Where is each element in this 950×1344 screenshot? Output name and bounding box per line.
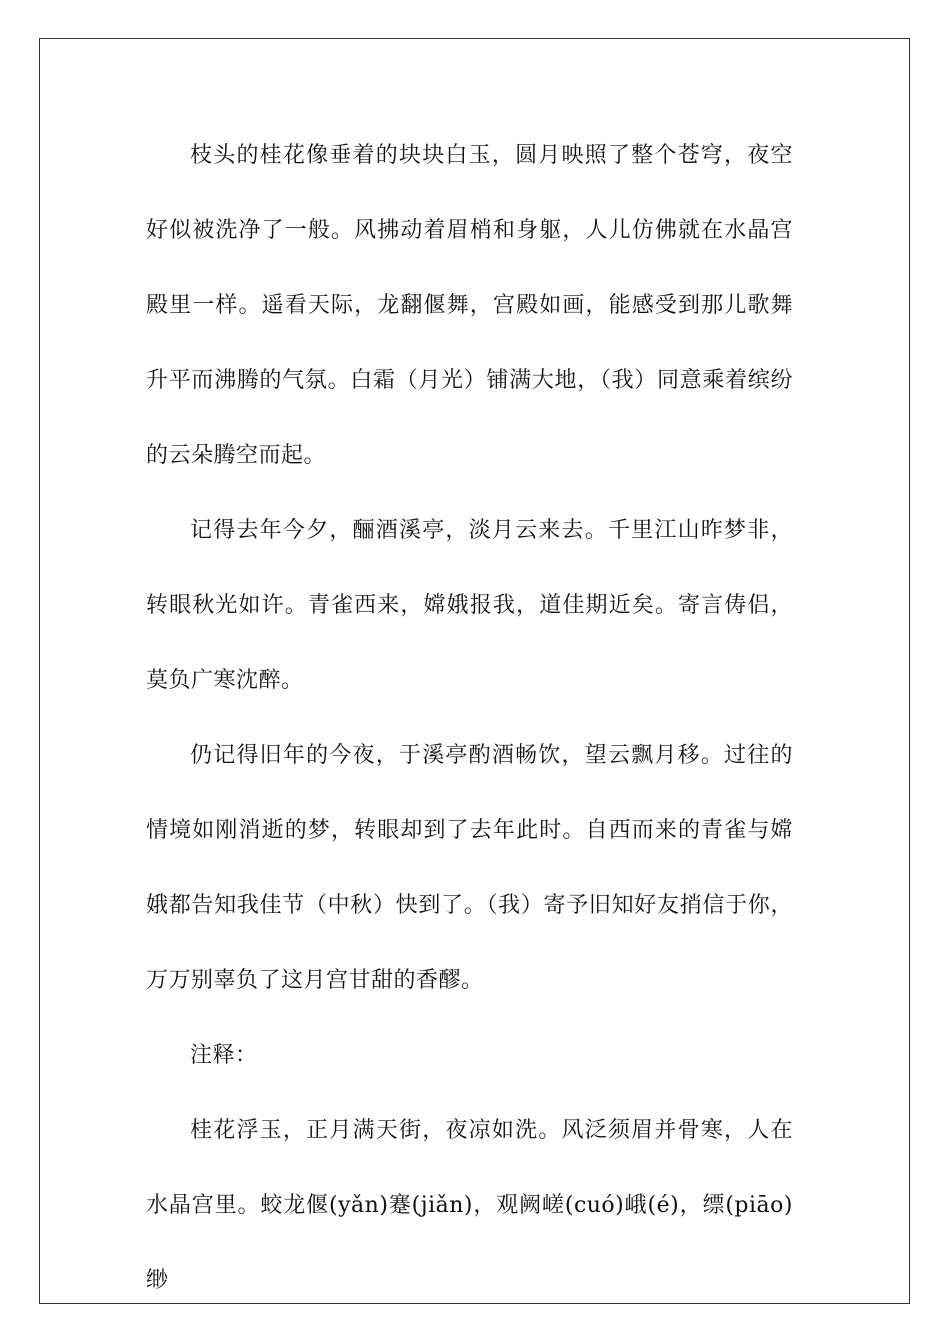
paragraph-1: 枝头的桂花像垂着的块块白玉，圆月映照了整个苍穹，夜空好似被洗净了一般。风拂动着眉梢和身躯，人儿仿佛就在水晶宫殿里一样。遥看天际，龙翻偃舞，宫殿如画，能感受到那儿歌舞升平而沸腾的气氛。白霜（月光）铺满大地，（我）同意乘着缤纷的云朵腾空而起。 bbox=[146, 143, 793, 468]
paragraph-2: 记得去年今夕，酾酒溪亭，淡月云来去。千里江山昨梦非，转眼秋光如许。青雀西来，嫦娥报我，道佳期近矣。寄言俦侣，莫负广寒沈醉。 bbox=[146, 518, 793, 693]
document-body bbox=[146, 118, 793, 1318]
paragraph-5: 桂花浮玉，正月满天街，夜凉如洗。风泛须眉并骨寒，人在水晶宫里。蛟龙偃(yǎn)蹇(jiǎn)，观阙嵯(cuó)峨(é)，缥(piāo)缈 bbox=[146, 1118, 793, 1293]
paragraph-3: 仍记得旧年的今夜，于溪亭酌酒畅饮，望云飘月移。过往的情境如刚消逝的梦，转眼却到了去年此时。自西而来的青雀与嫦娥都告知我佳节（中秋）快到了。（我）寄予旧知好友捎信于你，万万别辜负了这月宫甘甜的香醪。 bbox=[146, 743, 793, 993]
notes-heading: 注释： bbox=[190, 1043, 258, 1068]
